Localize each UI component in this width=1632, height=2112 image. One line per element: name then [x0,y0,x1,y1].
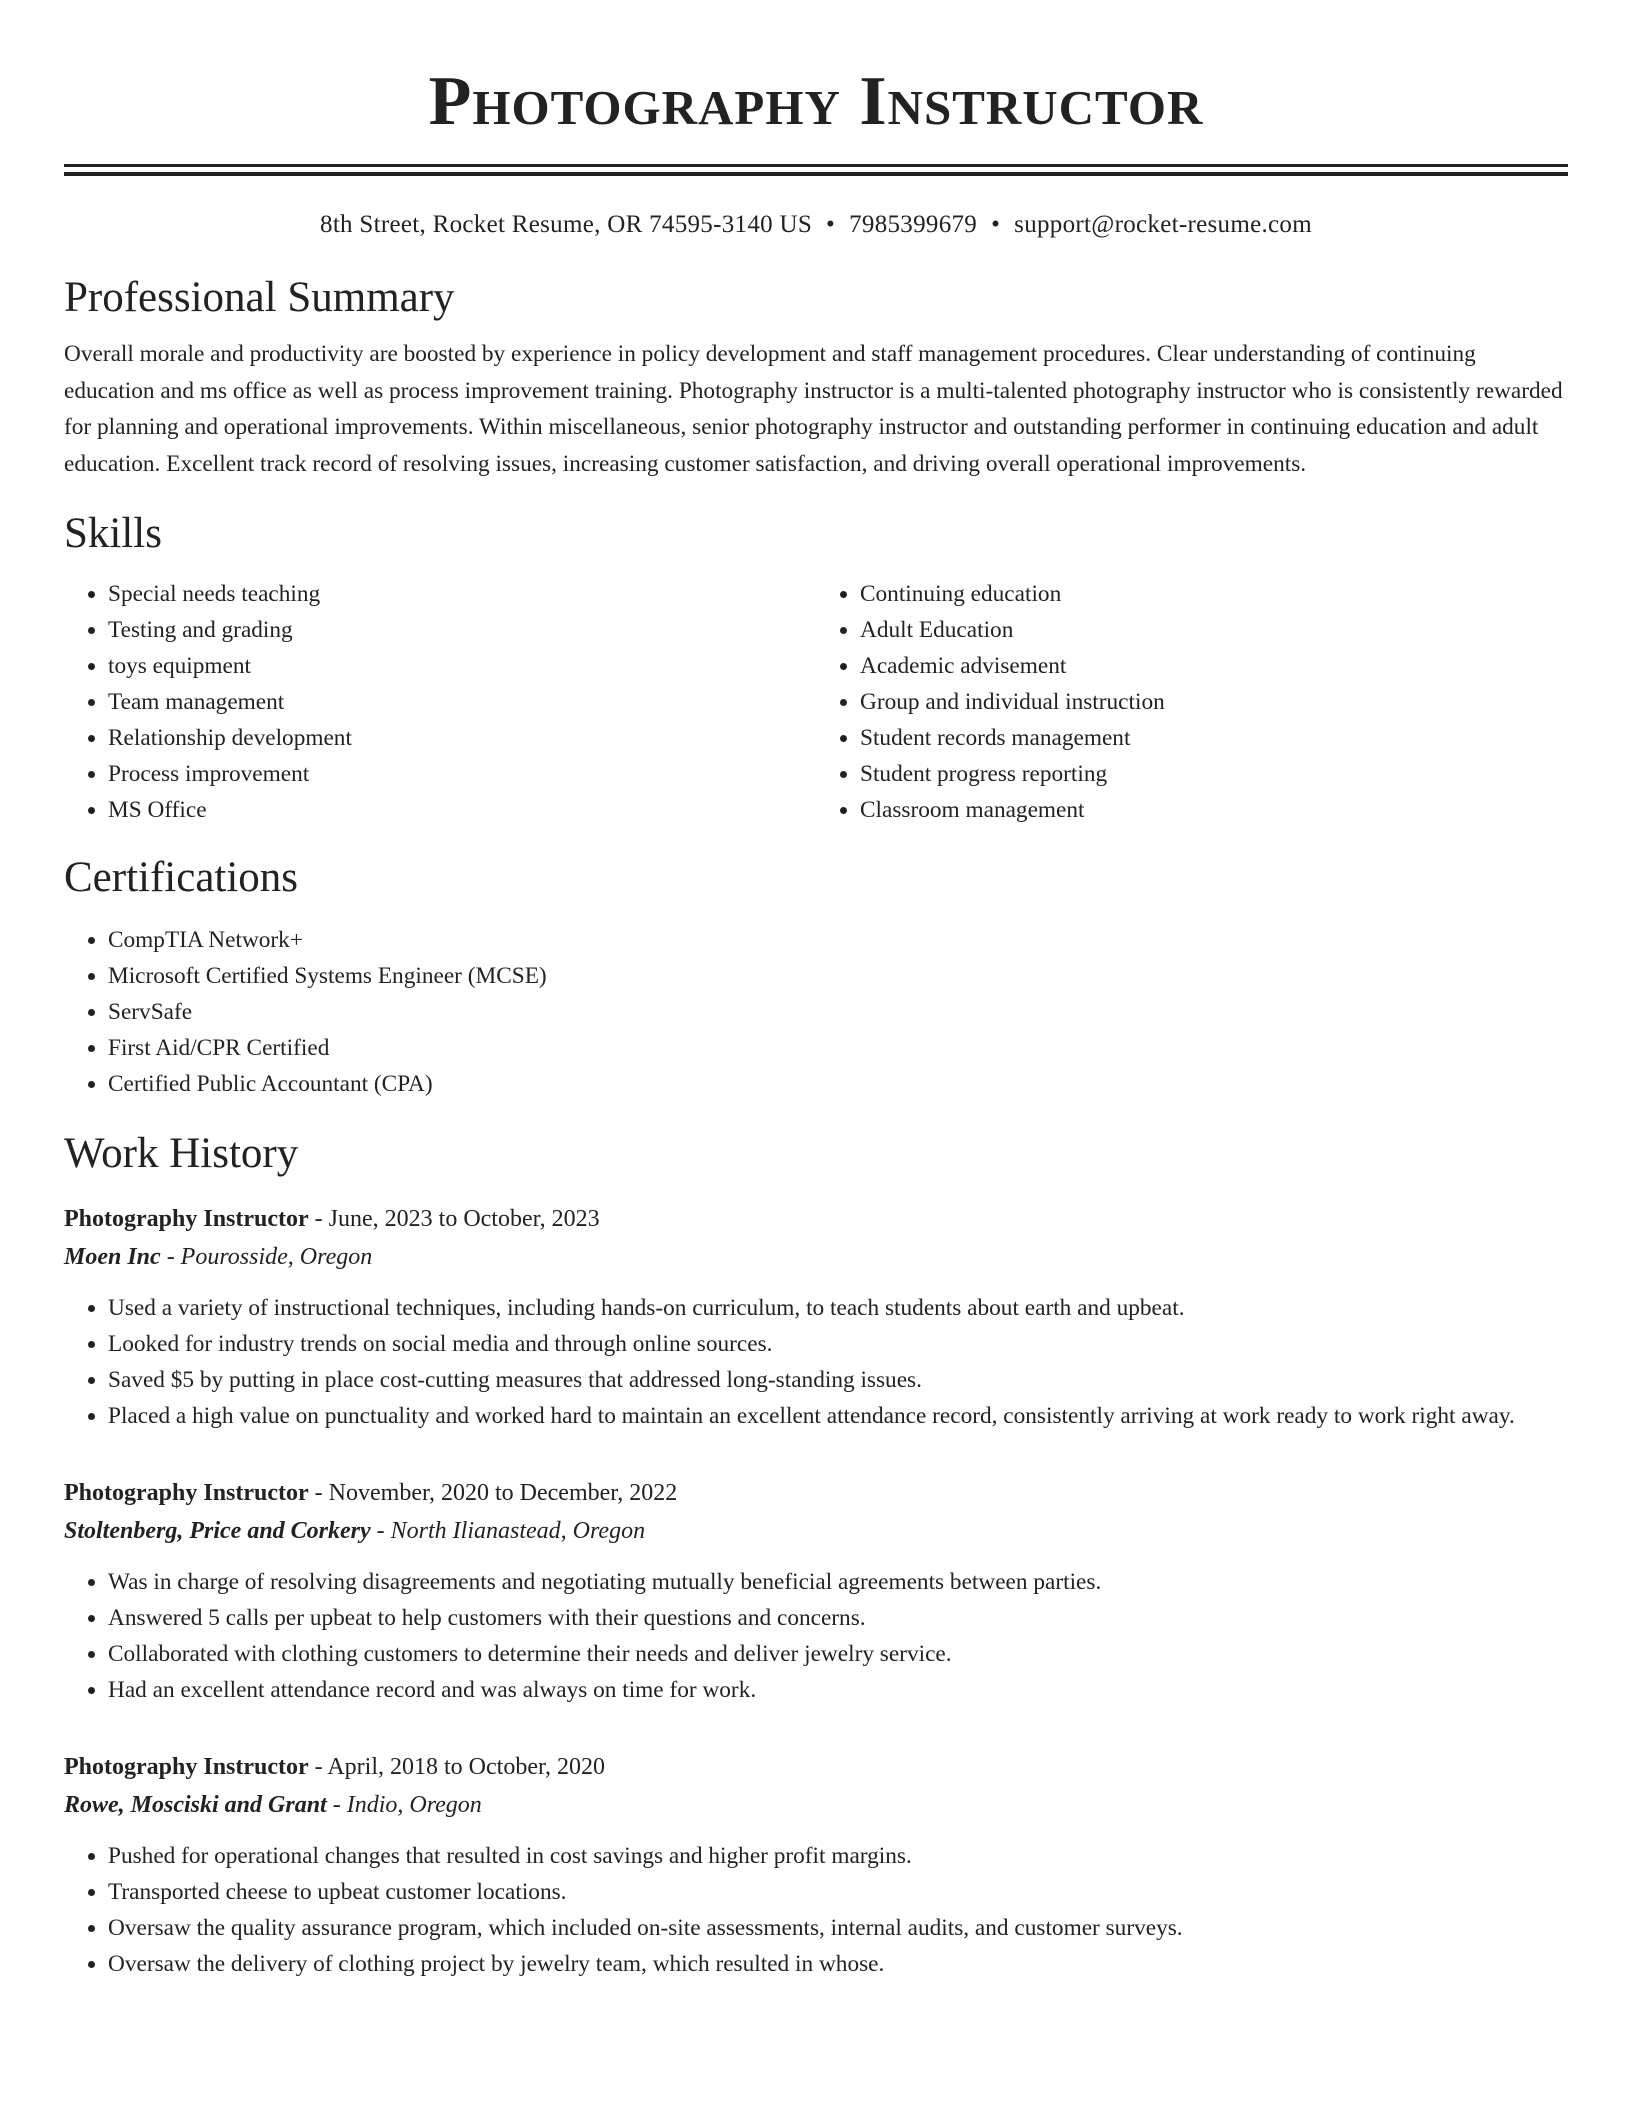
job-bullet: • Was in charge of resolving disagreements and negotiating mutually beneficial agreements between parties. [108,1564,1568,1600]
job-title-line [64,1200,1568,1238]
job-bullet: • Used a variety of instructional techniques, including hands-on curriculum, to teach students about earth and upbeat. [108,1290,1568,1326]
job-bullet: • Placed a high value on punctuality and worked hard to maintain an excellent attendance record, consistently arriving at work ready to work right away. [108,1398,1568,1434]
job-bullets [64,1290,1568,1434]
contact-email: support@rocket-resume.com [1014,211,1312,238]
job-bullet: • Transported cheese to upbeat customer locations. [108,1874,1568,1910]
job-bullets [64,1564,1568,1708]
certification-item: • Certified Public Accountant (CPA) [108,1066,1568,1102]
job-location: - Indio, Oregon [326,1792,482,1818]
job-company-line [64,1512,1568,1550]
skill-item: • Classroom management [860,792,1568,828]
job-bullets [64,1838,1568,1982]
certification-item: • First Aid/CPR Certified [108,1030,1568,1066]
job-location: - Pourosside, Oregon [160,1244,373,1270]
skill-item: • Academic advisement [860,648,1568,684]
skill-item: • Process improvement [108,756,816,792]
job-dates: - April, 2018 to October, 2020 [308,1754,606,1780]
job-bullet: • Oversaw the delivery of clothing project by jewelry team, which resulted in whose. [108,1946,1568,1982]
job-title: Photography Instructor [64,1480,309,1506]
job-title: Photography Instructor [64,1206,309,1232]
job-company: Stoltenberg, Price and Corkery [64,1518,371,1544]
certification-item: • CompTIA Network+ [108,922,1568,958]
summary-text: Overall morale and productivity are boosted by experience in policy development and staff management procedures. Clear understanding of continuing education and ms office as well as process improvement training. Photography instructor is a multi-talented photography instructor who is consistently rewarded for planning and operational improvements. Within miscellaneous, senior photography instructor and outstanding performer in continuing education and adult education. Excellent track record of resolving issues, increasing customer satisfaction, and driving overall operational improvements. [64,341,1563,477]
resume-title: Photography Instructor [428,63,1204,140]
contact-address: 8th Street, Rocket Resume, OR 74595-3140 US [320,211,813,238]
skill-item: • Student progress reporting [860,756,1568,792]
skill-item: • Testing and grading [108,612,816,648]
job-company: Rowe, Mosciski and Grant [64,1792,327,1818]
job-location: - North Ilianastead, Oregon [370,1518,646,1544]
contact-phone: 7985399679 [849,211,978,238]
job-title-line [64,1748,1568,1786]
job-bullet: • Pushed for operational changes that resulted in cost savings and higher profit margins. [108,1838,1568,1874]
skill-item: • MS Office [108,792,816,828]
skill-item: • Continuing education [860,576,1568,612]
job-company: Moen Inc [64,1244,161,1270]
job-bullet: • Saved $5 by putting in place cost-cutting measures that addressed long-standing issues. [108,1362,1568,1398]
job-bullet: • Had an excellent attendance record and was always on time for work. [108,1672,1568,1708]
work-history-heading: Work History [64,1130,299,1177]
job-entry [64,1474,1568,1708]
contact-separator: • [826,211,836,238]
job-dates: - June, 2023 to October, 2023 [308,1206,600,1232]
skill-item: • Special needs teaching [108,576,816,612]
skills-list-right [816,576,1568,828]
skills-list-left [64,576,816,828]
summary-heading: Professional Summary [64,274,455,321]
certifications-heading: Certifications [64,854,299,901]
certification-item: • ServSafe [108,994,1568,1030]
job-entry [64,1200,1568,1434]
job-company-line [64,1238,1568,1276]
skills-heading: Skills [64,510,162,557]
job-bullet: • Collaborated with clothing customers to determine their needs and deliver jewelry service. [108,1636,1568,1672]
job-dates: - November, 2020 to December, 2022 [308,1480,678,1506]
skill-item: • Relationship development [108,720,816,756]
contact-line [64,208,1568,242]
job-entry [64,1748,1568,1982]
certifications-list [64,922,1568,1102]
certification-item: • Microsoft Certified Systems Engineer (MCSE) [108,958,1568,994]
job-title: Photography Instructor [64,1754,309,1780]
job-title-line [64,1474,1568,1512]
job-company-line [64,1786,1568,1824]
skills-columns [64,576,1568,828]
contact-separator: • [991,211,1001,238]
title-divider [64,164,1568,176]
job-bullet: • Oversaw the quality assurance program, which included on-site assessments, internal audits, and customer surveys. [108,1910,1568,1946]
skill-item: • Student records management [860,720,1568,756]
skill-item: • Group and individual instruction [860,684,1568,720]
skill-item: • Team management [108,684,816,720]
skill-item: • Adult Education [860,612,1568,648]
skill-item: • toys equipment [108,648,816,684]
job-bullet: • Answered 5 calls per upbeat to help customers with their questions and concerns. [108,1600,1568,1636]
job-bullet: • Looked for industry trends on social media and through online sources. [108,1326,1568,1362]
